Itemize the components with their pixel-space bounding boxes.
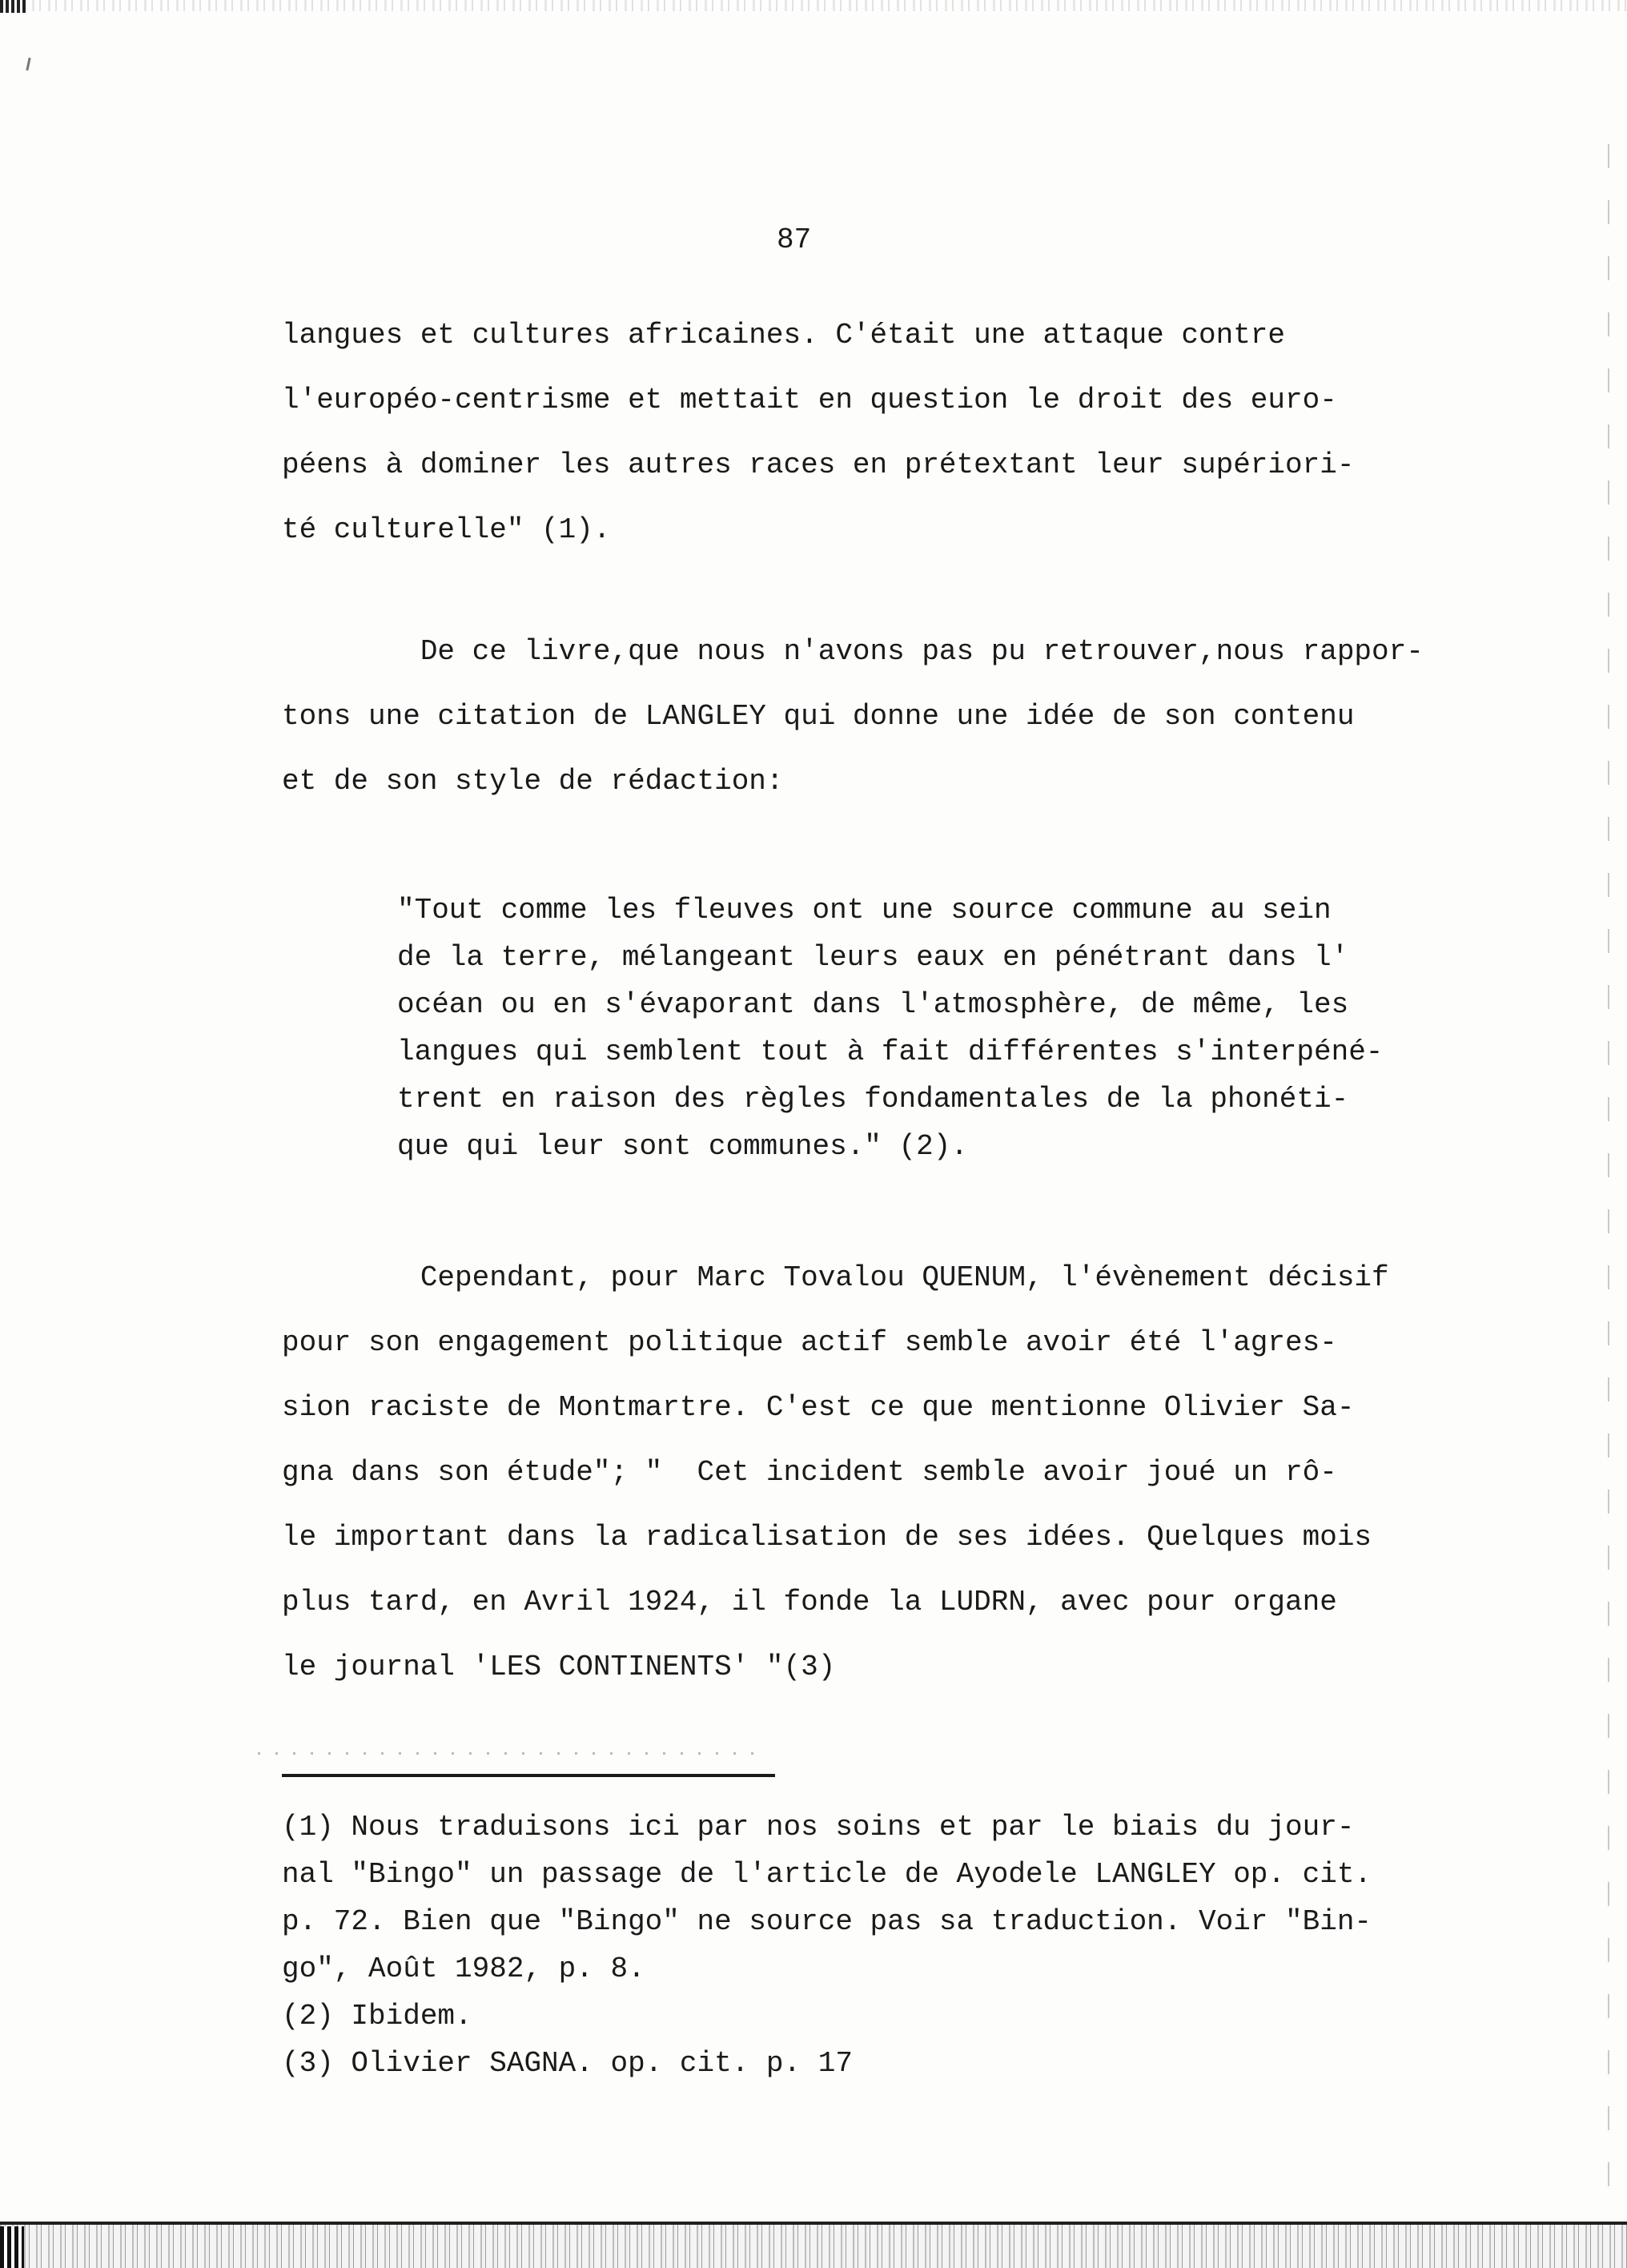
text-line: Cependant, pour Marc Tovalou QUENUM, l'évènement décisif (282, 1261, 1389, 1294)
paragraph-1 (282, 303, 1531, 562)
footnote-line: p. 72. Bien que "Bingo" ne source pas sa traduction. Voir "Bin- (282, 1905, 1372, 1938)
footnotes (282, 1804, 1531, 2087)
quote-line: trent en raison des règles fondamentales de la phonéti- (397, 1083, 1349, 1116)
footnote-line: (2) Ibidem. (282, 2000, 472, 2033)
scan-mark-top-left (0, 0, 27, 13)
text-line: tons une citation de LANGLEY qui donne une idée de son contenu (282, 700, 1355, 733)
page-number: 87 (777, 223, 812, 256)
text-line: sion raciste de Montmartre. C'est ce que mentionne Olivier Sa- (282, 1391, 1355, 1424)
quote-line: de la terre, mélangeant leurs eaux en pénétrant dans l' (397, 941, 1349, 974)
scan-speck (26, 58, 30, 70)
scan-edge-top (0, 0, 1627, 11)
text-line: le important dans la radicalisation de ses idées. Quelques mois (282, 1521, 1372, 1554)
footnote-separator (282, 1774, 775, 1777)
text-line: té culturelle" (1). (282, 513, 611, 546)
footnote-line: (1) Nous traduisons ici par nos soins et par le biais du jour- (282, 1811, 1355, 1844)
text-line: De ce livre,que nous n'avons pas pu retrouver,nous rappor- (282, 635, 1424, 668)
text-line: et de son style de rédaction: (282, 765, 784, 798)
footnote-line: (3) Olivier SAGNA. op. cit. p. 17 (282, 2047, 853, 2080)
paragraph-3 (282, 1245, 1531, 1699)
block-quote (397, 887, 1534, 1170)
text-line: langues et cultures africaines. C'était une attaque contre (282, 319, 1286, 352)
text-line: péens à dominer les autres races en prétextant leur supériori- (282, 448, 1355, 481)
text-line: le journal 'LES CONTINENTS' "(3) (282, 1651, 836, 1683)
quote-line: "Tout comme les fleuves ont une source commune au sein (397, 894, 1332, 927)
scan-mark-bottom-left (0, 2226, 24, 2268)
text-line: gna dans son étude"; " Cet incident semble avoir joué un rô- (282, 1456, 1337, 1489)
text-line: l'européo-centrisme et mettait en question le droit des euro- (282, 384, 1337, 416)
scan-dots (258, 1752, 754, 1755)
scan-edge-bottom (0, 2225, 1627, 2268)
quote-line: langues qui semblent tout à fait différentes s'interpéné- (397, 1035, 1384, 1068)
footnote-line: nal "Bingo" un passage de l'article de Ayodele LANGLEY op. cit. (282, 1858, 1372, 1891)
quote-line: océan ou en s'évaporant dans l'atmosphère, de même, les (397, 988, 1349, 1021)
text-line: pour son engagement politique actif semble avoir été l'agres- (282, 1326, 1337, 1359)
scan-edge-right (1608, 144, 1609, 2194)
text-line: plus tard, en Avril 1924, il fonde la LUDRN, avec pour organe (282, 1586, 1337, 1619)
quote-line: que qui leur sont communes." (2). (397, 1130, 968, 1163)
footnote-line: go", Août 1982, p. 8. (282, 1952, 645, 1985)
paragraph-2 (282, 619, 1531, 814)
